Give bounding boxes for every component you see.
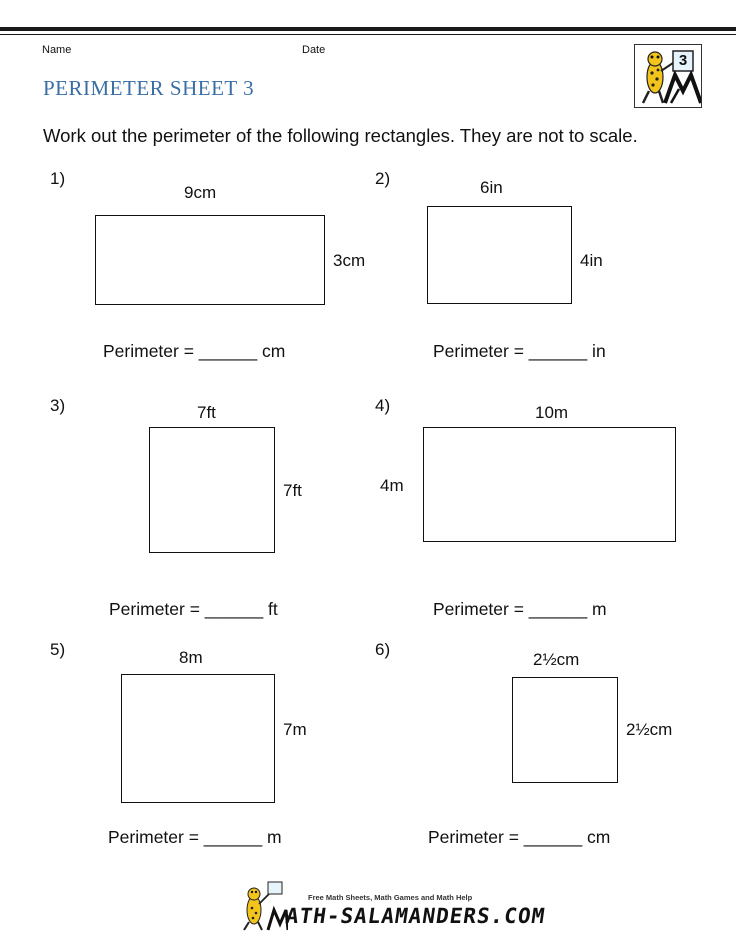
problem-2-width: 6in (480, 178, 503, 197)
problem-2-perimeter: Perimeter = ______ in (433, 341, 606, 361)
problem-3-number: 3) (50, 396, 66, 415)
date-label: Date (302, 44, 326, 56)
problem-3-height: 7ft (283, 481, 302, 500)
problem-1-width: 9cm (184, 183, 217, 202)
page-title: PERIMETER SHEET 3 (43, 76, 255, 100)
problem-4-number: 4) (375, 396, 391, 415)
footer-tagline: Free Math Sheets, Math Games and Math Help (308, 893, 473, 902)
problem-6-perimeter: Perimeter = ______ cm (428, 827, 611, 847)
problem-6-width: 2½cm (533, 650, 580, 669)
problem-5-perimeter: Perimeter = ______ m (108, 827, 282, 847)
name-label: Name (42, 44, 72, 56)
logo-grade: 3 (678, 52, 688, 69)
problem-3-perimeter: Perimeter = ______ ft (109, 599, 278, 619)
salamander-icon (238, 880, 288, 932)
problem-6-number: 6) (375, 640, 391, 659)
problem-4-width: 10m (535, 403, 569, 422)
problem-4-rectangle (423, 427, 676, 542)
problem-5-rectangle (121, 674, 275, 803)
problem-6-rectangle (512, 677, 618, 783)
problem-4-perimeter: Perimeter = ______ m (433, 599, 607, 619)
problem-1-rectangle (95, 215, 325, 305)
problem-1-number: 1) (50, 169, 66, 188)
problem-5-number: 5) (50, 640, 66, 659)
footer-brand: ATH-SALAMANDERS.COM (284, 904, 547, 928)
footer-logo (238, 880, 288, 932)
problem-3-rectangle (149, 427, 275, 553)
header-rule-thin (0, 34, 736, 35)
salamander-logo (634, 44, 702, 108)
problem-2-rectangle (427, 206, 572, 304)
problem-3-width: 7ft (197, 403, 216, 422)
problem-1-height: 3cm (333, 251, 366, 270)
problem-5-height: 7m (283, 720, 307, 739)
problem-6-height: 2½cm (626, 720, 673, 739)
problem-2-height: 4in (580, 251, 603, 270)
problem-2-number: 2) (375, 169, 391, 188)
header-rule (0, 27, 736, 31)
problem-4-height: 4m (380, 476, 404, 495)
problem-5-width: 8m (179, 648, 203, 667)
instructions: Work out the perimeter of the following rectangles. They are not to scale. (43, 125, 638, 146)
problem-1-perimeter: Perimeter = ______ cm (103, 341, 286, 361)
